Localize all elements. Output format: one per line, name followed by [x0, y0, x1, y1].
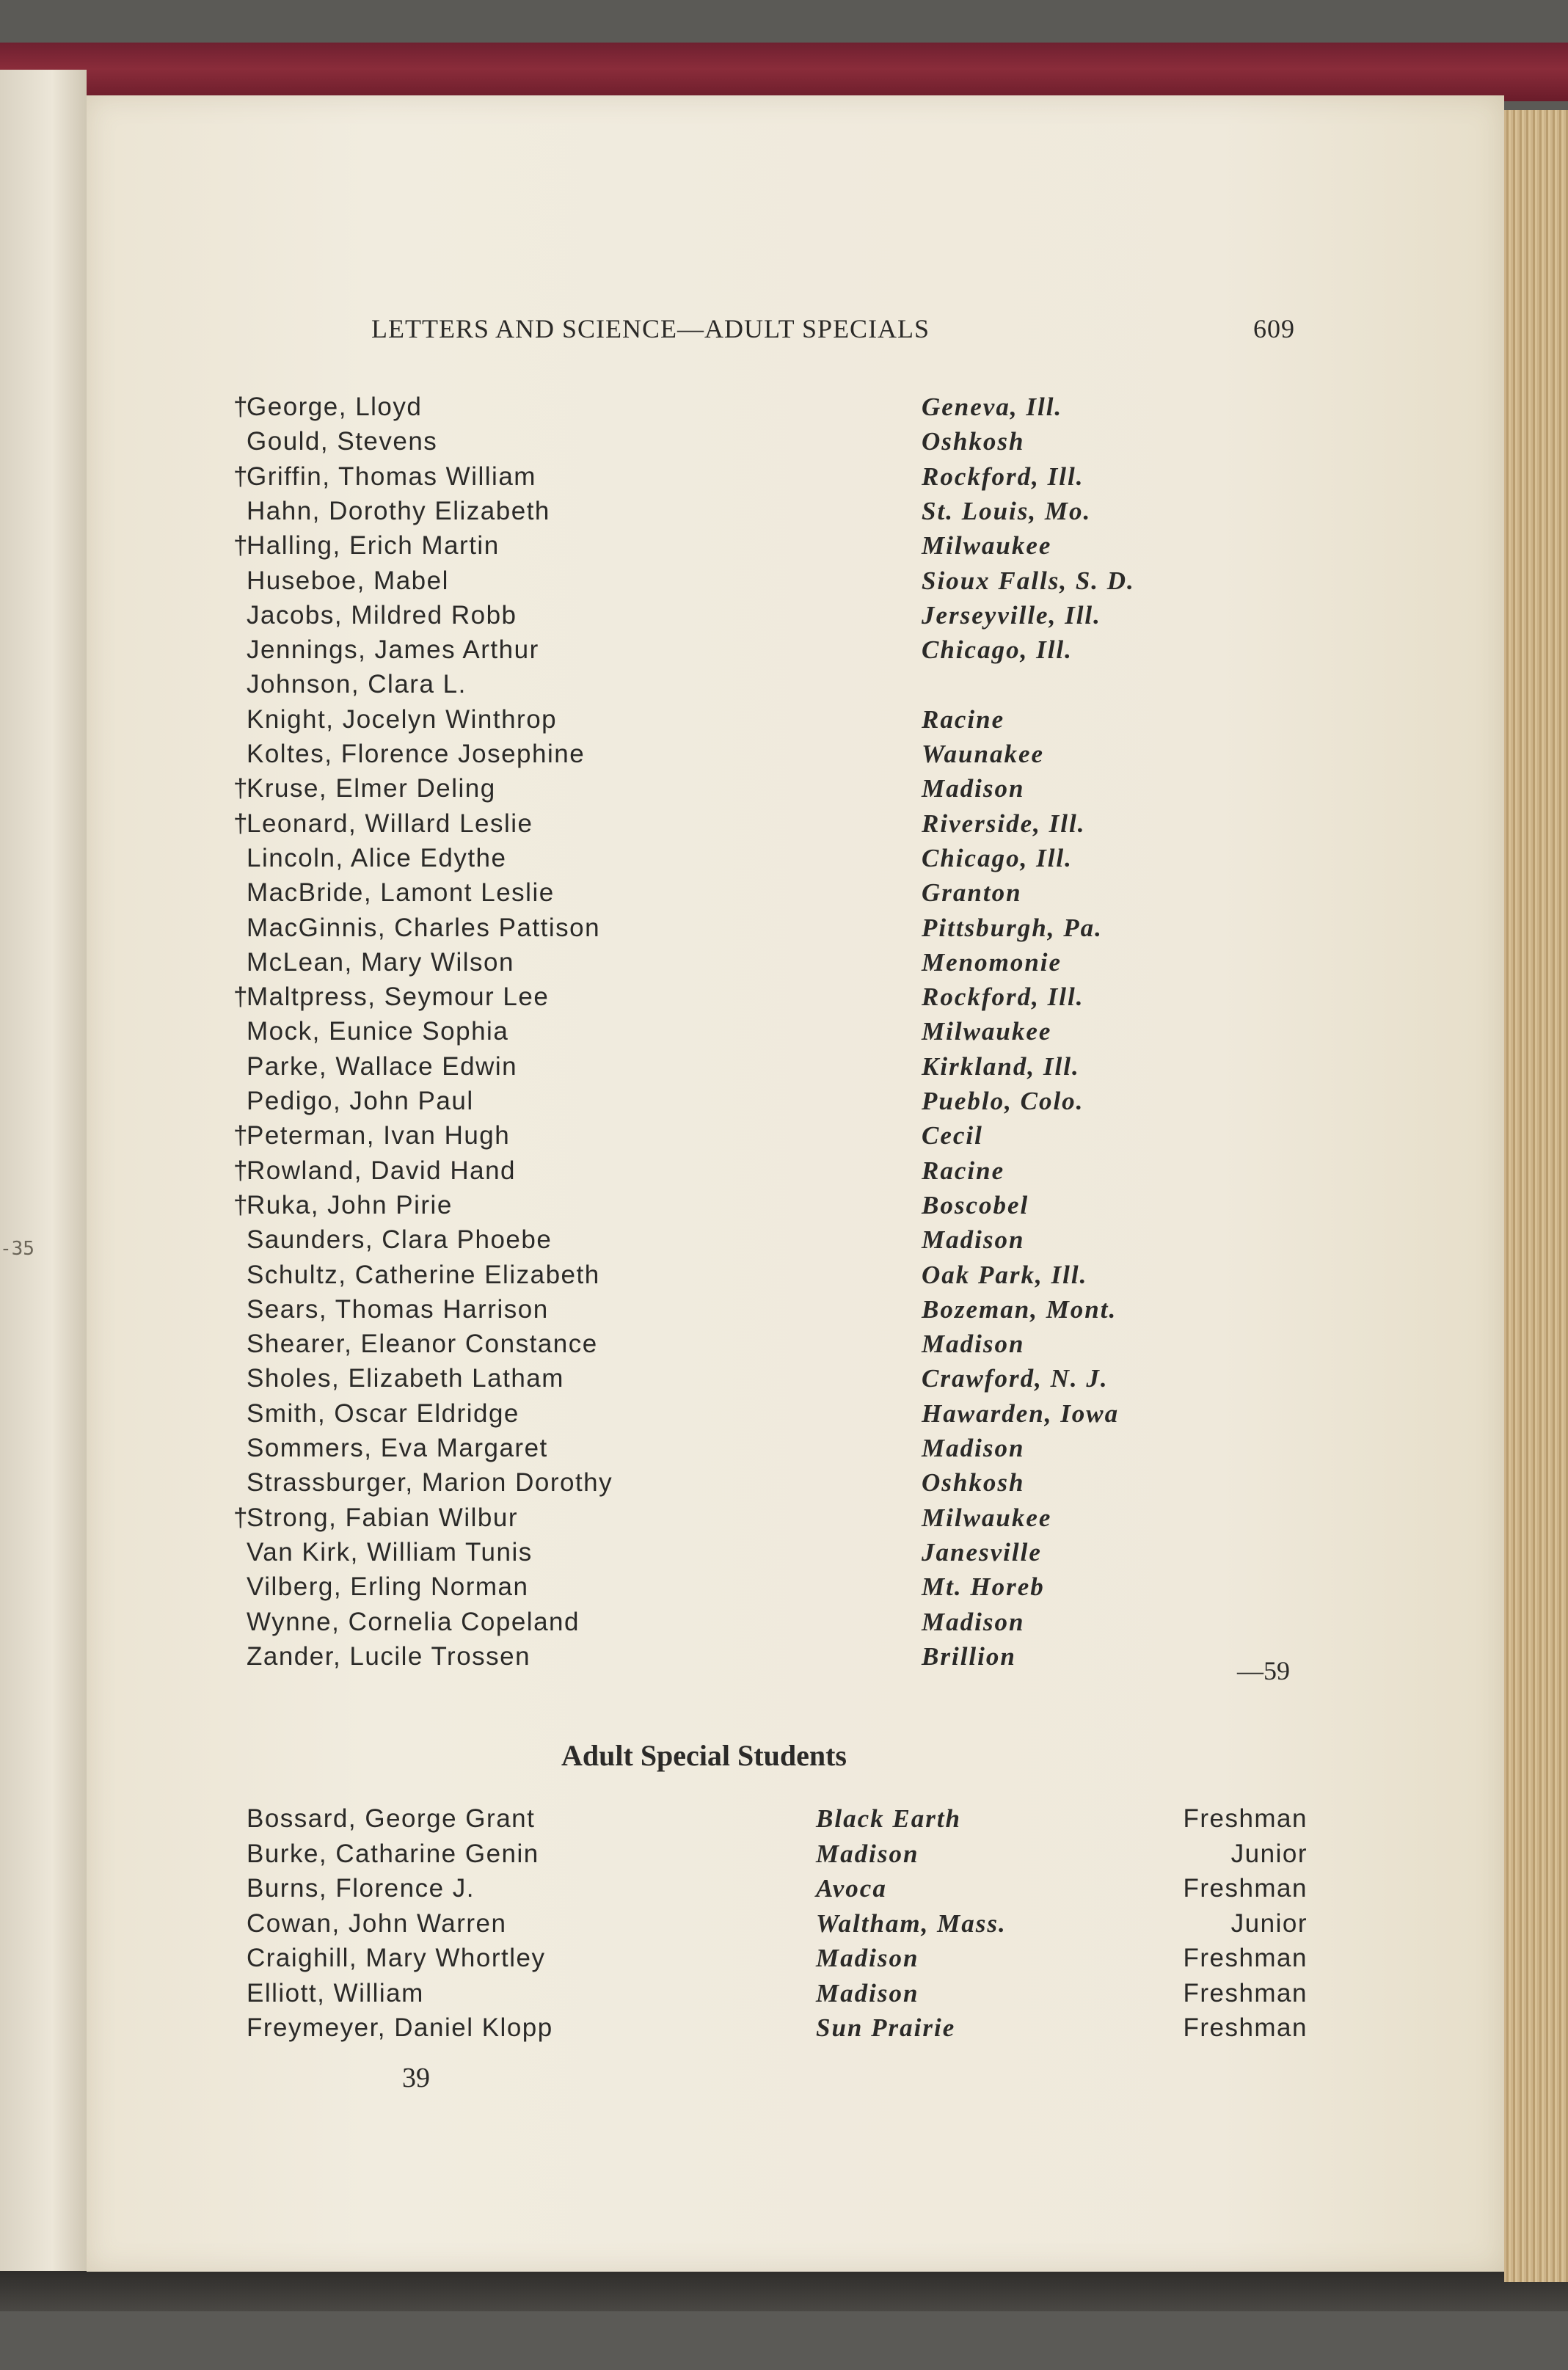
list-item [0, 1605, 1568, 1639]
list-item [0, 1015, 1568, 1049]
student-name-text: Koltes, Florence Josephine [247, 740, 586, 768]
student-name [247, 495, 550, 528]
student-name-text: Pedigo, John Paul [247, 1087, 474, 1115]
list-item [0, 425, 1568, 459]
student-name [233, 390, 423, 424]
student-name-text: Sholes, Elizabeth Latham [247, 1364, 564, 1393]
student-name-text: Zander, Lucile Trossen [247, 1641, 531, 1671]
student-name-text: Rowland, David Hand [247, 1156, 517, 1185]
list-item [0, 1432, 1568, 1465]
student-name [247, 668, 467, 701]
student-name-text: Sears, Thomas Harrison [247, 1294, 549, 1324]
student-name [247, 1293, 549, 1327]
hometown: Racine [922, 704, 1005, 734]
hometown: Madison [816, 1839, 919, 1868]
student-name [233, 460, 536, 494]
hometown: Sun Prairie [816, 2013, 956, 2042]
student-name [247, 1015, 508, 1049]
list-item [0, 876, 1568, 910]
hometown: St. Louis, Mo. [922, 496, 1092, 525]
list-item [0, 807, 1568, 841]
hometown: Hawarden, Iowa [922, 1399, 1120, 1428]
student-name [233, 1501, 518, 1535]
hometown: Kirkland, Ill. [922, 1051, 1080, 1081]
hometown: Oak Park, Ill. [922, 1260, 1088, 1289]
list-item [0, 1536, 1568, 1569]
hometown: Milwaukee [922, 1017, 1052, 1046]
list-item [0, 1084, 1568, 1118]
list-item [0, 1501, 1568, 1535]
class-standing: Freshman [1183, 1804, 1308, 1833]
page-number: 609 [1253, 314, 1295, 343]
hometown: Cecil [922, 1121, 983, 1151]
header-title: LETTERS AND SCIENCE—ADULT SPECIALS [371, 314, 930, 343]
student-name [247, 911, 600, 945]
student-name [247, 599, 517, 632]
list-item [0, 1802, 1568, 1836]
dagger-mark: † [233, 1190, 249, 1219]
list-item [0, 1293, 1568, 1327]
hometown: Black Earth [816, 1804, 962, 1833]
student-name-text: Griffin, Thomas William [247, 462, 536, 491]
student-name-text: McLean, Mary Wilson [247, 947, 514, 977]
section-title: Adult Special Students [561, 1739, 847, 1772]
hometown: Janesville [922, 1537, 1042, 1567]
student-name-text: Huseboe, Mabel [247, 566, 449, 595]
class-standing: Freshman [1183, 1874, 1308, 1903]
class-standing: Junior [1230, 1839, 1308, 1868]
student-name-text: Knight, Jocelyn Winthrop [247, 704, 558, 734]
hometown: Milwaukee [922, 531, 1052, 561]
list-item [0, 1977, 1568, 2010]
list-item [0, 1050, 1568, 1084]
student-name [247, 946, 514, 980]
hometown: Madison [922, 774, 1025, 803]
list-item [0, 1640, 1568, 1674]
hometown: Brillion [922, 1641, 1016, 1671]
hometown: Madison [922, 1225, 1025, 1255]
student-name-text: Lincoln, Alice Edythe [247, 843, 507, 872]
student-name-text: Vilberg, Erling Norman [247, 1572, 529, 1602]
list-item [0, 980, 1568, 1014]
student-name: Elliott, William [247, 1978, 424, 2008]
hometown: Rockford, Ill. [922, 462, 1084, 491]
list-item [0, 703, 1568, 737]
list-item [0, 1362, 1568, 1396]
student-name [247, 1258, 600, 1292]
list-item [0, 495, 1568, 528]
hometown: Geneva, Ill. [922, 393, 1063, 421]
list-item [0, 599, 1568, 632]
hometown: Pittsburgh, Pa. [922, 913, 1103, 942]
student-name [247, 1397, 519, 1431]
hometown: Chicago, Ill. [922, 635, 1073, 665]
student-name-text: Johnson, Clara L. [247, 670, 467, 699]
list-item [0, 1327, 1568, 1361]
student-name [247, 876, 555, 910]
hometown: Sioux Falls, S. D. [922, 566, 1135, 595]
student-name [247, 1570, 528, 1604]
hometown: Pueblo, Colo. [922, 1087, 1084, 1115]
student-name-text: Mock, Eunice Sophia [247, 1017, 509, 1046]
list-item [0, 564, 1568, 598]
hometown: Milwaukee [922, 1503, 1052, 1532]
student-name [247, 1432, 548, 1465]
student-name [247, 1605, 580, 1639]
student-name-text: Kruse, Elmer Deling [247, 774, 496, 803]
student-name-text: Leonard, Willard Leslie [247, 809, 533, 838]
student-name-text: Gould, Stevens [247, 427, 438, 456]
student-name: Craighill, Mary Whortley [247, 1944, 546, 1972]
hometown: Oshkosh [922, 427, 1025, 456]
student-name-text: Parke, Wallace Edwin [247, 1051, 518, 1081]
list-item [0, 842, 1568, 875]
list-item [0, 529, 1568, 563]
hometown: Rockford, Ill. [922, 982, 1084, 1012]
list-item [0, 772, 1568, 806]
list-item [0, 2011, 1568, 2045]
hometown: Mt. Horeb [922, 1572, 1045, 1602]
student-name-text: Hahn, Dorothy Elizabeth [247, 496, 550, 525]
hometown: Menomonie [922, 947, 1062, 977]
hometown: Riverside, Ill. [922, 809, 1086, 838]
list-item [0, 460, 1568, 494]
student-name-text: Saunders, Clara Phoebe [247, 1225, 553, 1255]
list-item [0, 1837, 1568, 1871]
student-name-text: Halling, Erich Martin [247, 531, 500, 561]
hometown: Racine [922, 1156, 1005, 1185]
student-name-text: Schultz, Catherine Elizabeth [247, 1260, 600, 1289]
book-cover-top [0, 43, 1568, 101]
student-name [247, 1536, 533, 1569]
hometown: Madison [816, 1944, 919, 1972]
student-name [233, 772, 496, 806]
student-name [247, 633, 539, 667]
dagger-mark: † [233, 1121, 249, 1151]
student-name-text: Peterman, Ivan Hugh [247, 1121, 511, 1151]
class-standing: Freshman [1183, 1978, 1308, 2008]
student-name: Cowan, John Warren [247, 1908, 507, 1938]
dagger-mark: † [233, 1503, 249, 1532]
student-name [247, 737, 585, 771]
list-item [0, 1466, 1568, 1500]
student-name-text: Ruka, John Pirie [247, 1190, 453, 1219]
list-item [0, 1941, 1568, 1975]
hometown: Oshkosh [922, 1468, 1025, 1498]
list-item [0, 911, 1568, 945]
student-name-text: Jacobs, Mildred Robb [247, 600, 517, 630]
hometown: Bozeman, Mont. [922, 1294, 1117, 1324]
list-item [0, 1154, 1568, 1188]
dagger-mark: † [233, 982, 249, 1012]
student-name-text: Strassburger, Marion Dorothy [247, 1468, 613, 1498]
student-name-text: MacGinnis, Charles Pattison [247, 913, 601, 942]
list-item [0, 1570, 1568, 1604]
list-item [0, 1872, 1568, 1906]
student-name [247, 1466, 613, 1500]
student-name [247, 564, 449, 598]
hometown: Madison [922, 1330, 1025, 1359]
hometown: Madison [922, 1607, 1025, 1636]
list-item [0, 946, 1568, 980]
class-standing: Freshman [1183, 1944, 1308, 1972]
hometown: Waltham, Mass. [816, 1908, 1007, 1938]
student-name [247, 842, 506, 875]
list-item [0, 1189, 1568, 1222]
hometown: Crawford, N. J. [922, 1364, 1109, 1393]
list-item [0, 633, 1568, 667]
list-total: —59 [1237, 1656, 1290, 1685]
hometown: Madison [922, 1434, 1025, 1462]
list-item [0, 1907, 1568, 1941]
dagger-mark: † [233, 531, 249, 561]
hometown: Granton [922, 878, 1022, 908]
student-name [233, 980, 550, 1014]
hometown: Avoca [816, 1874, 887, 1903]
list-item [0, 390, 1568, 424]
dagger-mark: † [233, 393, 249, 421]
student-name [247, 703, 557, 737]
student-name-text: Van Kirk, William Tunis [247, 1537, 533, 1567]
student-name [233, 1154, 517, 1188]
dagger-mark: † [233, 462, 249, 491]
list-item [0, 737, 1568, 771]
dagger-mark: † [233, 774, 249, 803]
student-name: Freymeyer, Daniel Klopp [247, 2013, 553, 2042]
hometown: Madison [816, 1978, 919, 2008]
student-name-text: Maltpress, Seymour Lee [247, 982, 550, 1012]
list-item [0, 668, 1568, 701]
student-name-text: Shearer, Eleanor Constance [247, 1330, 598, 1359]
student-name: Bossard, George Grant [247, 1804, 536, 1833]
list-item [0, 1223, 1568, 1257]
book-cover-bottom [0, 2267, 1568, 2311]
student-name [233, 1119, 511, 1153]
signature-number: 39 [402, 2063, 430, 2093]
list-item [0, 1258, 1568, 1292]
dagger-mark: † [233, 1156, 249, 1185]
student-name [247, 1084, 474, 1118]
student-name-text: MacBride, Lamont Leslie [247, 878, 555, 908]
student-name [247, 1362, 564, 1396]
student-name-text: George, Lloyd [247, 393, 423, 421]
student-name-text: Jennings, James Arthur [247, 635, 539, 665]
student-name-text: Wynne, Cornelia Copeland [247, 1607, 580, 1636]
student-name [247, 1327, 598, 1361]
student-name [233, 1189, 453, 1222]
student-name [247, 1050, 517, 1084]
student-name [233, 807, 533, 841]
student-name [247, 425, 437, 459]
dagger-mark: † [233, 809, 249, 838]
hometown: Jerseyville, Ill. [922, 600, 1101, 630]
list-item [0, 1119, 1568, 1153]
facing-page-mark: -35 [0, 1238, 34, 1260]
student-name: Burke, Catharine Genin [247, 1839, 539, 1868]
class-standing: Junior [1230, 1908, 1308, 1938]
hometown: Boscobel [922, 1190, 1029, 1219]
student-name [247, 1640, 530, 1674]
student-name-text: Smith, Oscar Eldridge [247, 1399, 519, 1428]
student-name [233, 529, 500, 563]
hometown: Waunakee [922, 740, 1045, 768]
list-item [0, 1397, 1568, 1431]
student-name-text: Strong, Fabian Wilbur [247, 1503, 518, 1532]
hometown: Chicago, Ill. [922, 843, 1073, 872]
student-name-text: Sommers, Eva Margaret [247, 1434, 548, 1462]
student-name [247, 1223, 552, 1257]
class-standing: Freshman [1183, 2013, 1308, 2042]
student-name: Burns, Florence J. [247, 1874, 475, 1903]
